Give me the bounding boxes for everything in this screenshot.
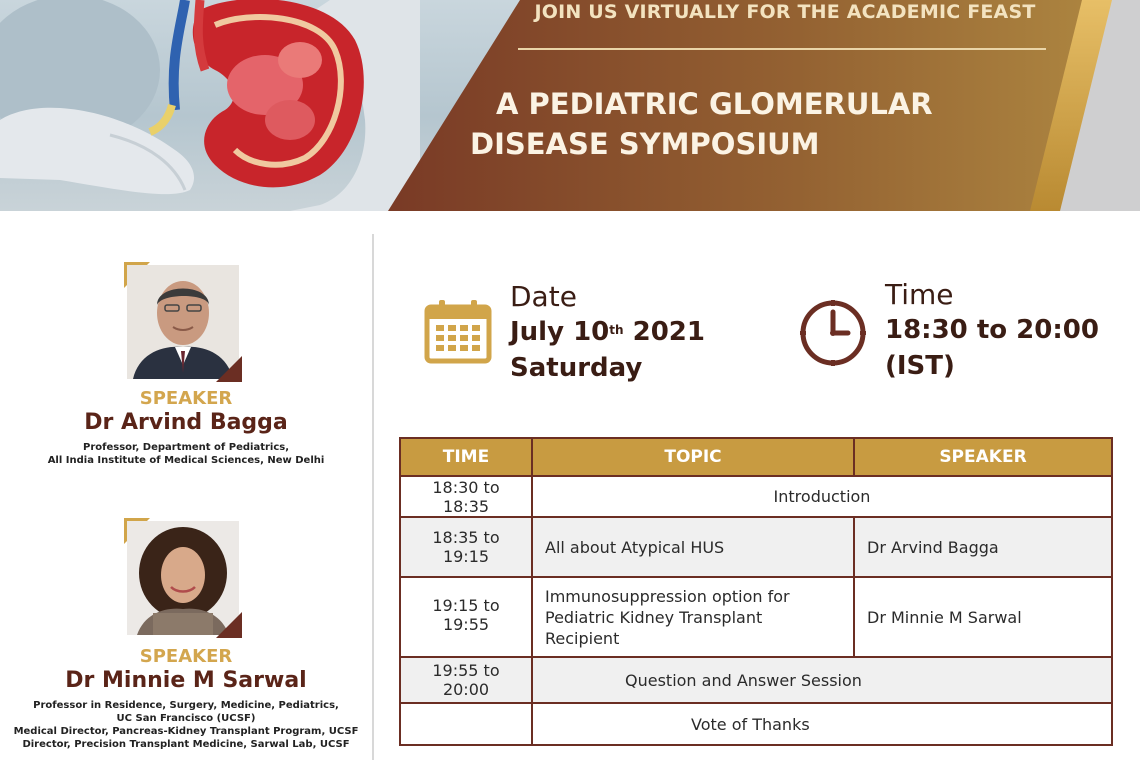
speaker-1-portrait bbox=[127, 265, 239, 379]
row-topic: Question and Answer Session bbox=[532, 657, 1112, 703]
row-speaker: Dr Arvind Bagga bbox=[854, 517, 1112, 577]
row-time: 18:30 to 18:35 bbox=[400, 476, 532, 517]
speaker-2-affiliation-line: Medical Director, Pancreas-Kidney Transplant Program, UCSF bbox=[13, 726, 359, 737]
calendar-icon bbox=[424, 298, 492, 364]
table-row bbox=[400, 577, 1112, 657]
date-value bbox=[510, 314, 705, 386]
schedule-table bbox=[399, 437, 1113, 746]
table-row bbox=[400, 703, 1112, 745]
speaker-2-affiliation-line: Director, Precision Transplant Medicine, Sarwal Lab, UCSF bbox=[22, 739, 350, 750]
speaker-1-label: SPEAKER bbox=[139, 388, 233, 409]
row-topic: All about Atypical HUS bbox=[532, 517, 854, 577]
row-speaker: Dr Minnie M Sarwal bbox=[854, 577, 1112, 657]
speaker-2-portrait bbox=[127, 521, 239, 635]
time-label: Time bbox=[885, 278, 954, 311]
speaker-1-affiliation-line: All India Institute of Medical Sciences, New Delhi bbox=[47, 455, 325, 466]
col-header-topic: TOPIC bbox=[532, 438, 854, 476]
date-label: Date bbox=[510, 280, 577, 313]
table-row bbox=[400, 657, 1112, 703]
col-header-time: TIME bbox=[400, 438, 532, 476]
speaker-2-portrait-frame bbox=[124, 518, 242, 638]
header-banner bbox=[0, 0, 1140, 211]
speaker-2-photo-icon bbox=[127, 521, 239, 635]
speaker-2-label: SPEAKER bbox=[139, 646, 233, 667]
clock-icon bbox=[798, 298, 868, 368]
table-row bbox=[400, 476, 1112, 517]
time-zone: (IST) bbox=[885, 351, 955, 381]
date-day: July 10 bbox=[510, 317, 610, 347]
row-time: 19:55 to 20:00 bbox=[400, 657, 532, 703]
time-range: 18:30 to 20:00 bbox=[885, 315, 1099, 345]
table-row bbox=[400, 517, 1112, 577]
speaker-2-affiliation-line: Professor in Residence, Surgery, Medicine, Pediatrics, bbox=[33, 700, 339, 711]
banner-tagline: JOIN US VIRTUALLY FOR THE ACADEMIC FEAST bbox=[534, 1, 1036, 23]
date-suffix: th bbox=[609, 323, 624, 337]
date-weekday: Saturday bbox=[510, 353, 643, 383]
speaker-2-name: Dr Minnie M Sarwal bbox=[65, 668, 307, 693]
date-year: 2021 bbox=[623, 317, 705, 347]
speaker-1-name: Dr Arvind Bagga bbox=[84, 410, 288, 435]
row-time: 18:35 to 19:15 bbox=[400, 517, 532, 577]
row-topic: Introduction bbox=[532, 476, 1112, 517]
speaker-2-affiliation-line: UC San Francisco (UCSF) bbox=[116, 713, 256, 724]
time-value bbox=[885, 312, 1099, 384]
kidney-illustration bbox=[0, 0, 420, 211]
banner-divider-line bbox=[518, 48, 1046, 50]
row-time bbox=[400, 703, 532, 745]
column-divider bbox=[372, 234, 374, 760]
speaker-1-photo-icon bbox=[127, 265, 239, 379]
event-title-line2: DISEASE SYMPOSIUM bbox=[470, 127, 820, 161]
speaker-1-portrait-frame bbox=[124, 262, 242, 382]
col-header-speaker: SPEAKER bbox=[854, 438, 1112, 476]
speaker-1-affiliation bbox=[0, 441, 372, 467]
speaker-2-affiliation bbox=[0, 699, 372, 751]
speaker-1-affiliation-line: Professor, Department of Pediatrics, bbox=[82, 442, 290, 453]
schedule-header-row bbox=[400, 438, 1112, 476]
row-topic: Immunosuppression option for Pediatric Kidney Transplant Recipient bbox=[532, 577, 854, 657]
row-topic: Vote of Thanks bbox=[532, 703, 1112, 745]
event-title-line1: A PEDIATRIC GLOMERULAR bbox=[496, 87, 933, 121]
row-time: 19:15 to 19:55 bbox=[400, 577, 532, 657]
event-title bbox=[470, 84, 1070, 164]
